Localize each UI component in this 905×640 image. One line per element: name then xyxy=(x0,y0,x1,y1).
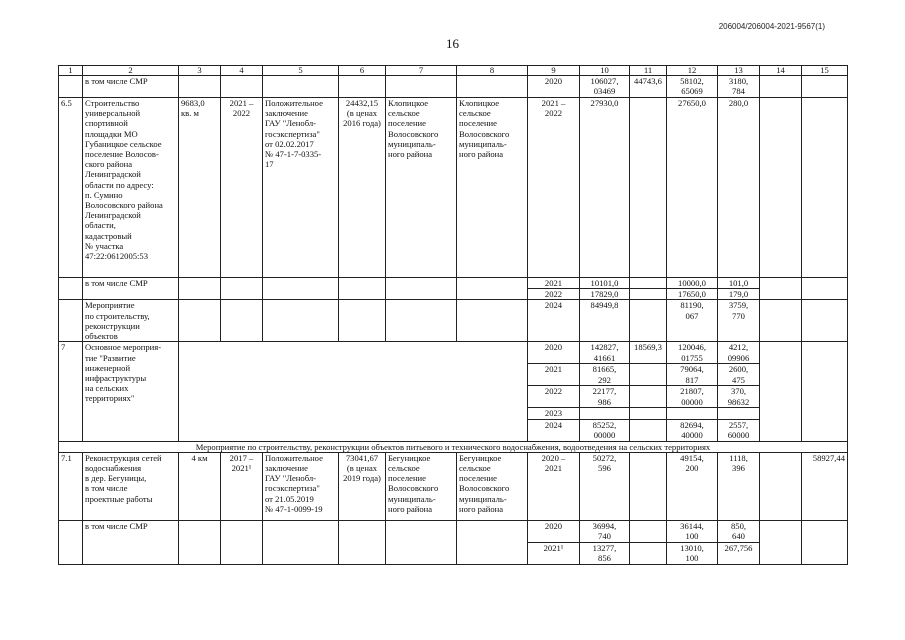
cell xyxy=(760,98,802,278)
table-row xyxy=(59,452,848,520)
cell-local: 101,0 xyxy=(718,278,760,289)
table-header-row xyxy=(59,66,848,76)
cell-total: 10101,0 xyxy=(580,278,630,289)
cell xyxy=(630,364,667,386)
cell-capacity: 4 км xyxy=(179,452,221,520)
cell-total: 106027, 03469 xyxy=(580,76,630,98)
cell-cost: 24432,15 (в ценах 2016 года) xyxy=(339,98,386,278)
cell-local: 4212, 09906 xyxy=(718,342,760,364)
cell-total: 13277, 856 xyxy=(580,542,630,564)
cell xyxy=(802,300,848,342)
cell-regional: 58102, 65069 xyxy=(667,76,718,98)
cell xyxy=(760,300,802,342)
cell-year: 2022 xyxy=(528,289,580,300)
cell xyxy=(630,386,667,408)
cell xyxy=(179,278,221,300)
cell-name: Основное мероприя- тие "Развитие инженерной инфраструктуры на сельских территориях" xyxy=(83,342,179,441)
cell-name: Реконструкция сетей водоснабжения в дер. Бегуницы, в том числе проектные работы xyxy=(83,452,179,520)
document-id: 206004/206004-2021-9567(1) xyxy=(718,22,825,31)
cell-owner: Бегуницкое сельское поселение Волосовского муниципаль- ного района xyxy=(457,452,528,520)
cell-total: 85252, 00000 xyxy=(580,419,630,441)
header-cell: 3 xyxy=(179,66,221,76)
cell xyxy=(179,76,221,98)
cell-customer: Клопицкое сельское поселение Волосовского муниципаль- ного района xyxy=(386,98,457,278)
cell-name: в том числе СМР xyxy=(83,520,179,564)
cell-total: 22177, 986 xyxy=(580,386,630,408)
cell-period: 2021 – 2022 xyxy=(221,98,263,278)
cell-federal: 18569,3 xyxy=(630,342,667,364)
header-cell: 9 xyxy=(528,66,580,76)
cell-local: 280,0 xyxy=(718,98,760,278)
header-cell: 12 xyxy=(667,66,718,76)
table-row xyxy=(59,342,848,364)
cell-regional: 36144, 100 xyxy=(667,520,718,542)
table-row xyxy=(59,520,848,542)
cell xyxy=(630,408,667,419)
header-cell: 7 xyxy=(386,66,457,76)
cell-year: 2021 – 2022 xyxy=(528,98,580,278)
page-number: 16 xyxy=(446,36,459,51)
cell xyxy=(179,300,221,342)
cell-year: 2020 – 2021 xyxy=(528,452,580,520)
cell-regional: 13010, 100 xyxy=(667,542,718,564)
table-row xyxy=(59,278,848,289)
cell-balance: 58927,44 xyxy=(802,452,848,520)
cell xyxy=(221,278,263,300)
cell-customer: Бегуницкое сельское поселение Волосовского муниципаль- ного района xyxy=(386,452,457,520)
cell-local: 3180, 784 xyxy=(718,76,760,98)
cell xyxy=(339,76,386,98)
cell xyxy=(457,76,528,98)
cell xyxy=(630,278,667,289)
cell xyxy=(457,520,528,564)
table-row xyxy=(59,300,848,342)
cell xyxy=(339,520,386,564)
cell-regional: 21807, 00000 xyxy=(667,386,718,408)
section-band-title: Мероприятие по строительству, реконструкции объектов питьевого и технического водоснабжения, водоотведения на сельских территориях xyxy=(59,441,848,452)
cell xyxy=(59,278,83,300)
cell-year: 2020 xyxy=(528,342,580,364)
cell xyxy=(630,419,667,441)
cell xyxy=(760,342,802,441)
cell xyxy=(59,300,83,342)
cell xyxy=(339,278,386,300)
cell-regional: 10000,0 xyxy=(667,278,718,289)
header-cell: 15 xyxy=(802,66,848,76)
cell-regional: 81190, 067 xyxy=(667,300,718,342)
cell-total: 50272, 596 xyxy=(580,452,630,520)
cell-period: 2017 – 2021¹ xyxy=(221,452,263,520)
cell xyxy=(630,452,667,520)
cell-capacity: 9683,0 кв. м xyxy=(179,98,221,278)
cell xyxy=(339,300,386,342)
cell xyxy=(263,76,339,98)
cell-year: 2021 xyxy=(528,364,580,386)
cell xyxy=(760,520,802,564)
cell-local: 2557, 60000 xyxy=(718,419,760,441)
cell-name: в том числе СМР xyxy=(83,278,179,300)
cell xyxy=(667,408,718,419)
table-row xyxy=(59,98,848,278)
cell xyxy=(802,342,848,441)
cell-regional: 27650,0 xyxy=(667,98,718,278)
cell-total: 17829,0 xyxy=(580,289,630,300)
cell-cost: 73041,67 (в ценах 2019 года) xyxy=(339,452,386,520)
cell-year: 2023 xyxy=(528,408,580,419)
cell xyxy=(630,289,667,300)
cell-local: 370, 98632 xyxy=(718,386,760,408)
cell xyxy=(386,278,457,300)
cell xyxy=(580,408,630,419)
cell-num: 6.5 xyxy=(59,98,83,278)
header-cell: 2 xyxy=(83,66,179,76)
cell xyxy=(630,520,667,542)
header-cell: 6 xyxy=(339,66,386,76)
cell-year: 2024 xyxy=(528,300,580,342)
cell xyxy=(718,408,760,419)
cell-num: 7 xyxy=(59,342,83,441)
header-cell: 4 xyxy=(221,66,263,76)
cell-expertise: Положительное заключение ГАУ "Ленобл- госэкспертиза" от 02.02.2017 № 47-1-7-0335- 17 xyxy=(263,98,339,278)
cell xyxy=(802,98,848,278)
cell xyxy=(457,300,528,342)
cell-regional: 120046, 01755 xyxy=(667,342,718,364)
cell-regional: 49154, 200 xyxy=(667,452,718,520)
cell-year: 2024 xyxy=(528,419,580,441)
cell-total: 84949,8 xyxy=(580,300,630,342)
cell xyxy=(630,542,667,564)
cell-owner: Клопицкое сельское поселение Волосовского муниципаль- ного района xyxy=(457,98,528,278)
cell xyxy=(386,300,457,342)
cell-year: 2021 xyxy=(528,278,580,289)
cell xyxy=(263,520,339,564)
cell xyxy=(760,76,802,98)
cell-federal: 44743,6 xyxy=(630,76,667,98)
cell xyxy=(630,98,667,278)
cell xyxy=(386,520,457,564)
cell-name: Мероприятие по строительству, реконструкции объектов xyxy=(83,300,179,342)
cell-total: 27930,0 xyxy=(580,98,630,278)
cell-total: 36994, 740 xyxy=(580,520,630,542)
cell xyxy=(802,520,848,564)
cell xyxy=(221,76,263,98)
header-cell: 10 xyxy=(580,66,630,76)
cell xyxy=(386,76,457,98)
cell xyxy=(179,520,221,564)
cell-local: 267,756 xyxy=(718,542,760,564)
table-row xyxy=(59,76,848,98)
header-cell: 14 xyxy=(760,66,802,76)
cell-num xyxy=(59,76,83,98)
cell xyxy=(179,342,528,441)
cell-year: 2022 xyxy=(528,386,580,408)
cell-regional: 79064, 817 xyxy=(667,364,718,386)
header-cell: 8 xyxy=(457,66,528,76)
cell-year: 2020 xyxy=(528,76,580,98)
cell xyxy=(630,300,667,342)
cell xyxy=(263,278,339,300)
cell-regional: 17650,0 xyxy=(667,289,718,300)
header-cell: 1 xyxy=(59,66,83,76)
budget-table xyxy=(58,65,848,565)
header-cell: 11 xyxy=(630,66,667,76)
section-band-row xyxy=(59,441,848,452)
cell xyxy=(760,452,802,520)
cell-total: 81665, 292 xyxy=(580,364,630,386)
header-cell: 5 xyxy=(263,66,339,76)
cell-total: 142827, 41661 xyxy=(580,342,630,364)
cell-local: 1118, 396 xyxy=(718,452,760,520)
cell-year: 2020 xyxy=(528,520,580,542)
cell-local: 3759, 770 xyxy=(718,300,760,342)
cell-name: в том числе СМР xyxy=(83,76,179,98)
cell-num: 7.1 xyxy=(59,452,83,520)
cell xyxy=(457,278,528,300)
cell xyxy=(760,278,802,300)
cell-local: 850, 640 xyxy=(718,520,760,542)
cell-local: 179,0 xyxy=(718,289,760,300)
cell xyxy=(221,300,263,342)
cell xyxy=(263,300,339,342)
cell-name: Строительство универсальной спортивной площадки МО Губаницкое сельское поселение Волосов- ского района Ленинградской области по адресу: п. Сумино Волосовского района Ленинградской области, кадастровый № участка 47:22:0612005:53 xyxy=(83,98,179,278)
cell xyxy=(802,278,848,300)
cell xyxy=(59,520,83,564)
cell-regional: 82694, 40000 xyxy=(667,419,718,441)
cell-year: 2021¹ xyxy=(528,542,580,564)
cell-expertise: Положительное заключение ГАУ "Ленобл- госэкспертиза" от 21.05.2019 № 47-1-0099-19 xyxy=(263,452,339,520)
cell-local: 2600, 475 xyxy=(718,364,760,386)
cell xyxy=(221,520,263,564)
header-cell: 13 xyxy=(718,66,760,76)
cell xyxy=(802,76,848,98)
